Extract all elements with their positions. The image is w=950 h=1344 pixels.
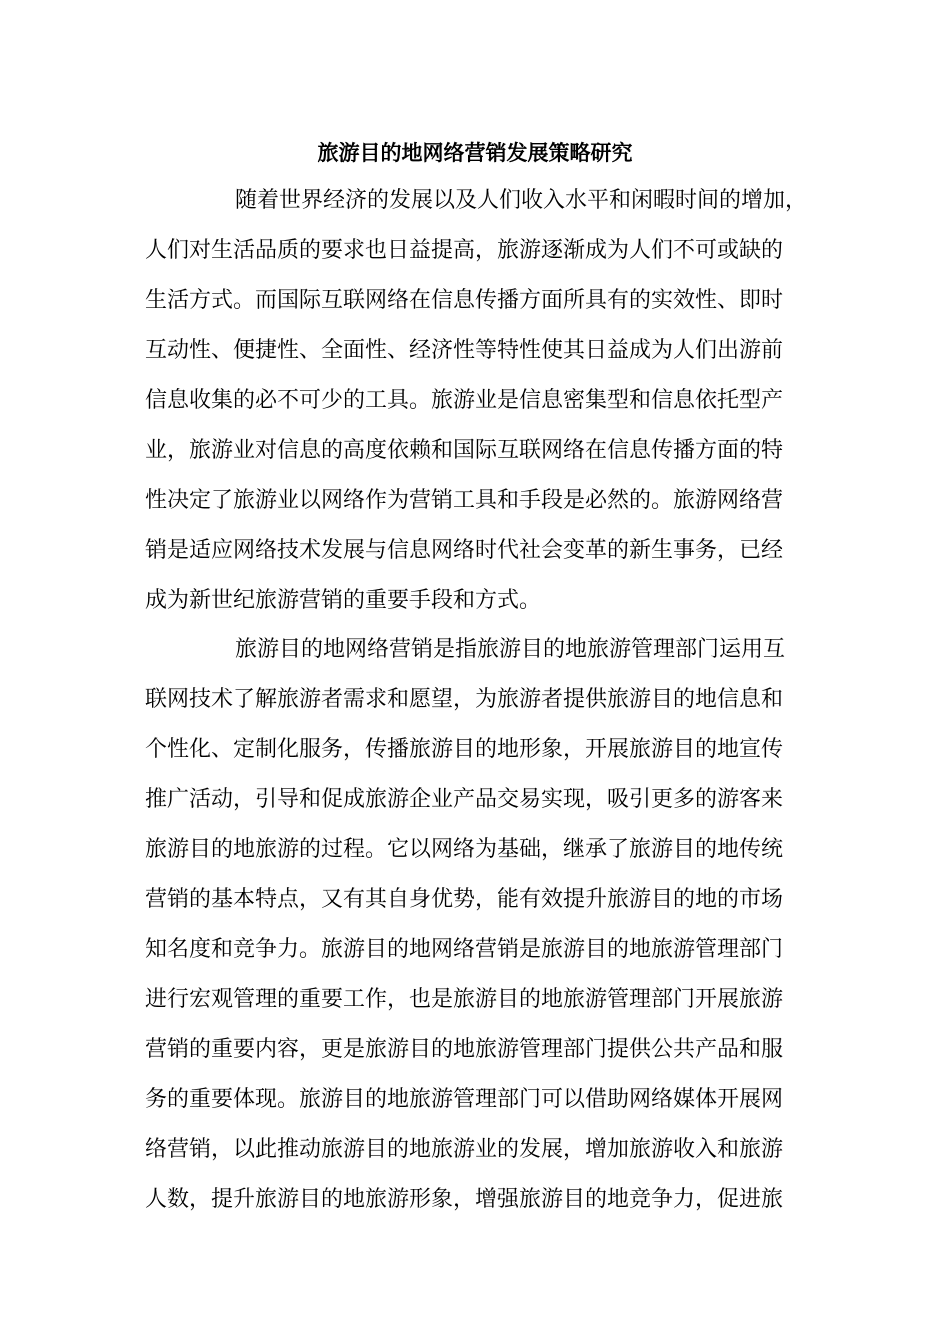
paragraph-2-line: 营销的基本特点，又有其自身优势，能有效提升旅游目的地的市场 xyxy=(145,887,784,912)
paragraph-2-line: 营销的重要内容，更是旅游目的地旅游管理部门提供公共产品和服 xyxy=(145,1037,784,1062)
paragraph-2-line: 络营销，以此推动旅游目的地旅游业的发展，增加旅游收入和旅游 xyxy=(145,1137,784,1162)
paragraph-1-line: 生活方式。而国际互联网络在信息传播方面所具有的实效性、即时 xyxy=(145,288,784,313)
paragraph-2-line: 务的重要体现。旅游目的地旅游管理部门可以借助网络媒体开展网 xyxy=(145,1087,784,1112)
paragraph-2-line: 知名度和竞争力。旅游目的地网络营销是旅游目的地旅游管理部门 xyxy=(145,937,784,962)
paragraph-1-line: 随着世界经济的发展以及人们收入水平和闲暇时间的增加， xyxy=(235,188,808,213)
document-title: 旅游目的地网络营销发展策略研究 xyxy=(317,140,633,165)
paragraph-2-line: 联网技术了解旅游者需求和愿望，为旅游者提供旅游目的地信息和 xyxy=(145,687,784,712)
paragraph-1-line: 性决定了旅游业以网络作为营销工具和手段是必然的。旅游网络营 xyxy=(145,488,784,513)
paragraph-1-line: 销是适应网络技术发展与信息网络时代社会变革的新生事务，已经 xyxy=(145,538,784,563)
paragraph-1-line: 人们对生活品质的要求也日益提高，旅游逐渐成为人们不可或缺的 xyxy=(145,238,784,263)
paragraph-1-line: 互动性、便捷性、全面性、经济性等特性使其日益成为人们出游前 xyxy=(145,338,784,363)
paragraph-1-line: 业，旅游业对信息的高度依赖和国际互联网络在信息传播方面的特 xyxy=(145,438,784,463)
paragraph-1-line: 信息收集的必不可少的工具。旅游业是信息密集型和信息依托型产 xyxy=(145,388,784,413)
paragraph-2-line: 旅游目的地网络营销是指旅游目的地旅游管理部门运用互 xyxy=(235,637,786,662)
paragraph-2-line: 旅游目的地旅游的过程。它以网络为基础，继承了旅游目的地传统 xyxy=(145,837,784,862)
paragraph-2-line: 人数，提升旅游目的地旅游形象，增强旅游目的地竞争力，促进旅 xyxy=(145,1187,784,1212)
paragraph-2-line: 推广活动，引导和促成旅游企业产品交易实现，吸引更多的游客来 xyxy=(145,787,784,812)
paragraph-1-line: 成为新世纪旅游营销的重要手段和方式。 xyxy=(145,588,542,613)
paragraph-2-line: 个性化、定制化服务，传播旅游目的地形象，开展旅游目的地宣传 xyxy=(145,737,784,762)
paragraph-2-line: 进行宏观管理的重要工作，也是旅游目的地旅游管理部门开展旅游 xyxy=(145,987,784,1012)
